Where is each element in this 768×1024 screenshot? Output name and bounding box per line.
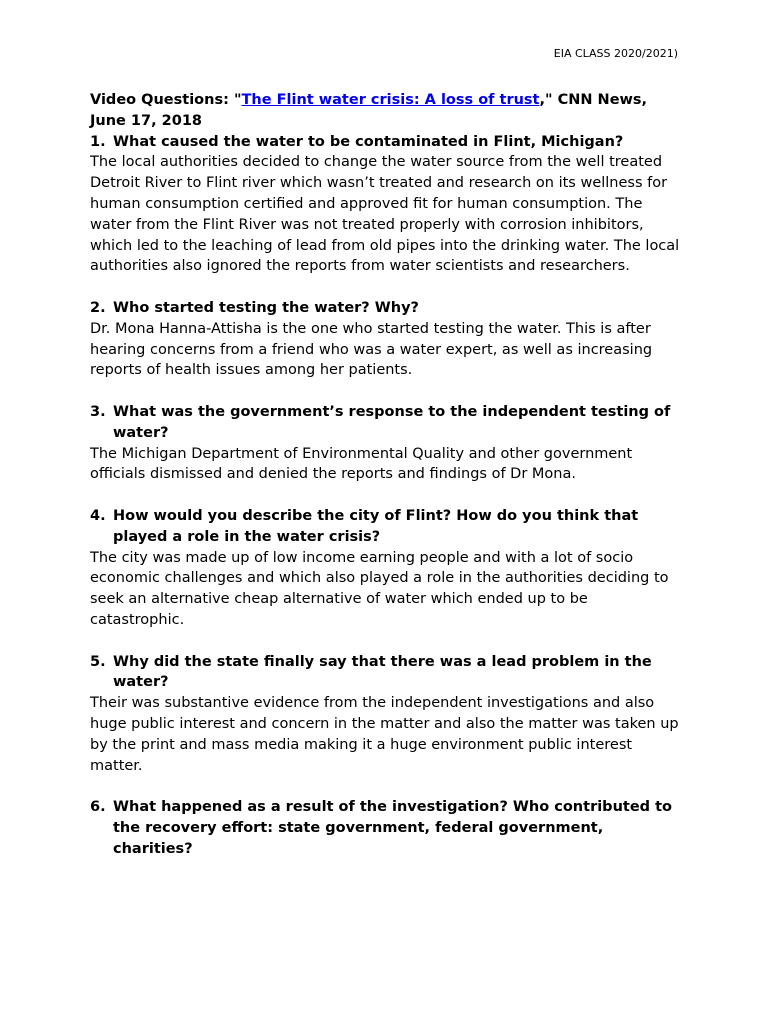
question-6 [90, 797, 680, 859]
question-text: How would you describe the city of Flint? How do you think that played a role in the water crisis? [113, 507, 639, 545]
question-text: What caused the water to be contaminated in Flint, Michigan? [113, 133, 624, 150]
question-number: 3. [90, 403, 106, 420]
answer-4: The city was made up of low income earning people and with a lot of socio economic challenges and which also played a role in the authorities deciding to seek an alternative cheap alternative of water which ended up to be catastrophic. [90, 549, 669, 628]
question-number: 5. [90, 653, 106, 670]
video-link[interactable]: The Flint water crisis: A loss of trust [241, 92, 540, 108]
intro-prefix: Video Questions: " [90, 92, 242, 108]
question-number: 4. [90, 507, 106, 524]
question-text: Who started testing the water? Why? [113, 299, 419, 316]
answer-2: Dr. Mona Hanna-Attisha is the one who started testing the water. This is after hearing concerns from a friend who was a water expert, as well as increasing reports of health issues among her patients. [90, 320, 653, 379]
question-text: Why did the state finally say that there was a lead problem in the water? [113, 653, 652, 691]
question-number: 6. [90, 799, 106, 816]
question-3 [90, 402, 680, 444]
question-number: 1. [90, 133, 106, 150]
question-text: What happened as a result of the investigation? Who contributed to the recovery effort: state government, federal government, charities? [113, 799, 672, 857]
question-number: 2. [90, 299, 106, 316]
answer-1: The local authorities decided to change the water source from the well treated Detroit River to Flint river which wasn’t treated and research on its wellness for human consumption certified and approved fit for human consumption. The water from the Flint River was not treated properly with corrosion inhibitors, which led to the leaching of lead from old pipes into the drinking water. The local authorities also ignored the reports from water scientists and researchers. [90, 154, 680, 275]
question-text: What was the government’s response to the independent testing of water? [113, 403, 671, 441]
video-questions-heading [90, 90, 680, 132]
class-note: EIA CLASS 2020/2021) [553, 47, 678, 60]
answer-5: Their was substantive evidence from the independent investigations and also huge public interest and concern in the matter and also the matter was taken up by the print and mass media making it a huge environment public interest matter. [90, 695, 679, 774]
question-4 [90, 506, 680, 548]
document-body [90, 90, 680, 859]
question-5 [90, 652, 680, 694]
intro-suffix: ," CNN News, June 17, 2018 [90, 92, 648, 129]
answer-3: The Michigan Department of Environmental Quality and other government officials dismissed and denied the reports and findings of Dr Mona. [90, 445, 633, 483]
question-2 [90, 298, 680, 319]
question-1 [90, 132, 680, 153]
